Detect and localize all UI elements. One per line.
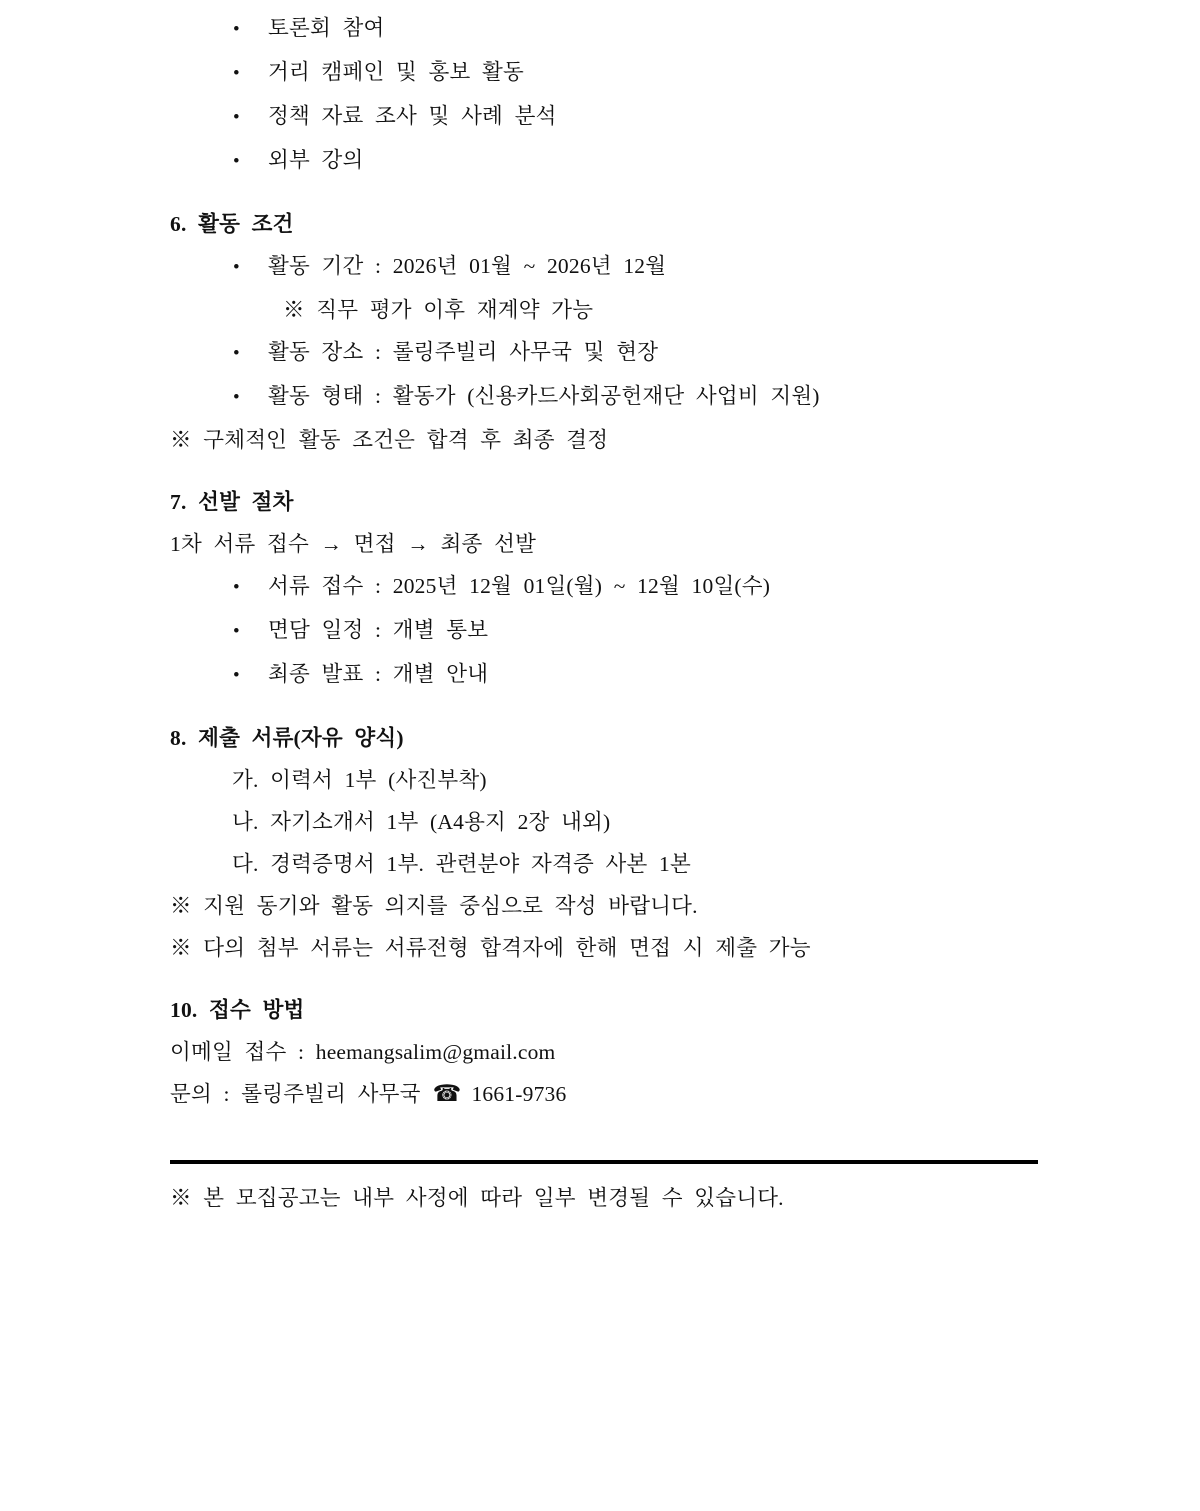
- section-note: ※ 구체적인 활동 조건은 합격 후 최종 결정: [170, 428, 609, 452]
- list-item: [0, 653, 1200, 697]
- list-item-text: 활동 장소 : 롤링주빌리 사무국 및 현장: [268, 340, 659, 364]
- list-item: [0, 7, 1200, 51]
- section-selection-process: [0, 481, 1200, 697]
- lettered-item: 나. 자기소개서 1부 (A4용지 2장 내외): [232, 810, 611, 834]
- section-title: 8. 제출 서류(자유 양식): [170, 726, 404, 750]
- list-item: [0, 375, 1200, 419]
- list-item: [0, 95, 1200, 139]
- process-flow-text: 1차 서류 접수 → 면접 → 최종 선발: [170, 532, 537, 556]
- section-submission-documents: [0, 717, 1200, 969]
- list-item-text: 활동 기간 : 2026년 01월 ~ 2026년 12월: [268, 254, 667, 278]
- list-item: [0, 51, 1200, 95]
- list-item-text: 정책 자료 조사 및 사례 분석: [268, 104, 557, 128]
- bullet-icon: •: [233, 151, 240, 172]
- bullet-icon: •: [233, 577, 240, 598]
- lettered-item: 가. 이력서 1부 (사진부착): [232, 768, 487, 792]
- list-item-text: 거리 캠페인 및 홍보 활동: [268, 60, 524, 84]
- section-note: ※ 다의 첨부 서류는 서류전형 합격자에 한해 면접 시 제출 가능: [170, 936, 811, 960]
- list-item: [0, 331, 1200, 375]
- bullet-icon: •: [233, 63, 240, 84]
- bullet-icon: •: [233, 665, 240, 686]
- divider-line: [170, 1160, 1038, 1164]
- section-note: ※ 지원 동기와 활동 의지를 중심으로 작성 바랍니다.: [170, 894, 698, 918]
- list-item: [0, 245, 1200, 289]
- contact-text: 문의 : 롤링주빌리 사무국: [170, 1082, 421, 1106]
- list-item-text: 최종 발표 : 개별 안내: [268, 662, 489, 686]
- bullet-icon: •: [233, 107, 240, 128]
- section-title: 7. 선발 절차: [170, 490, 294, 514]
- list-item-text: 면담 일정 : 개별 통보: [268, 618, 489, 642]
- bullet-icon: •: [233, 257, 240, 278]
- bullet-icon: •: [233, 621, 240, 642]
- section-title: 10. 접수 방법: [170, 998, 305, 1022]
- contact-line: [0, 1073, 1200, 1115]
- list-item-text: 활동 형태 : 활동가 (신용카드사회공헌재단 사업비 지원): [268, 384, 820, 408]
- lettered-item: 다. 경력증명서 1부. 관련분야 자격증 사본 1본: [232, 852, 691, 876]
- list-item-text: 서류 접수 : 2025년 12월 01일(월) ~ 12월 10일(수): [268, 574, 771, 598]
- bullet-icon: •: [233, 19, 240, 40]
- bullet-icon: •: [233, 343, 240, 364]
- list-item: [0, 139, 1200, 183]
- phone-icon: ☎: [432, 1081, 462, 1106]
- footer-note: ※ 본 모집공고는 내부 사정에 따라 일부 변경될 수 있습니다.: [170, 1186, 784, 1210]
- email-line: 이메일 접수 : heemangsalim@gmail.com: [170, 1040, 556, 1064]
- sub-note: ※ 직무 평가 이후 재계약 가능: [283, 298, 594, 322]
- phone-number: 1661-9736: [471, 1082, 567, 1106]
- list-item: [0, 565, 1200, 609]
- section-activity-conditions: [0, 203, 1200, 461]
- list-item-text: 토론회 참여: [268, 16, 385, 40]
- bullet-icon: •: [233, 387, 240, 408]
- activity-bullet-list: [0, 7, 1200, 183]
- section-title: 6. 활동 조건: [170, 212, 294, 236]
- list-item-text: 외부 강의: [268, 148, 364, 172]
- list-item: [0, 609, 1200, 653]
- section-application-method: [0, 989, 1200, 1115]
